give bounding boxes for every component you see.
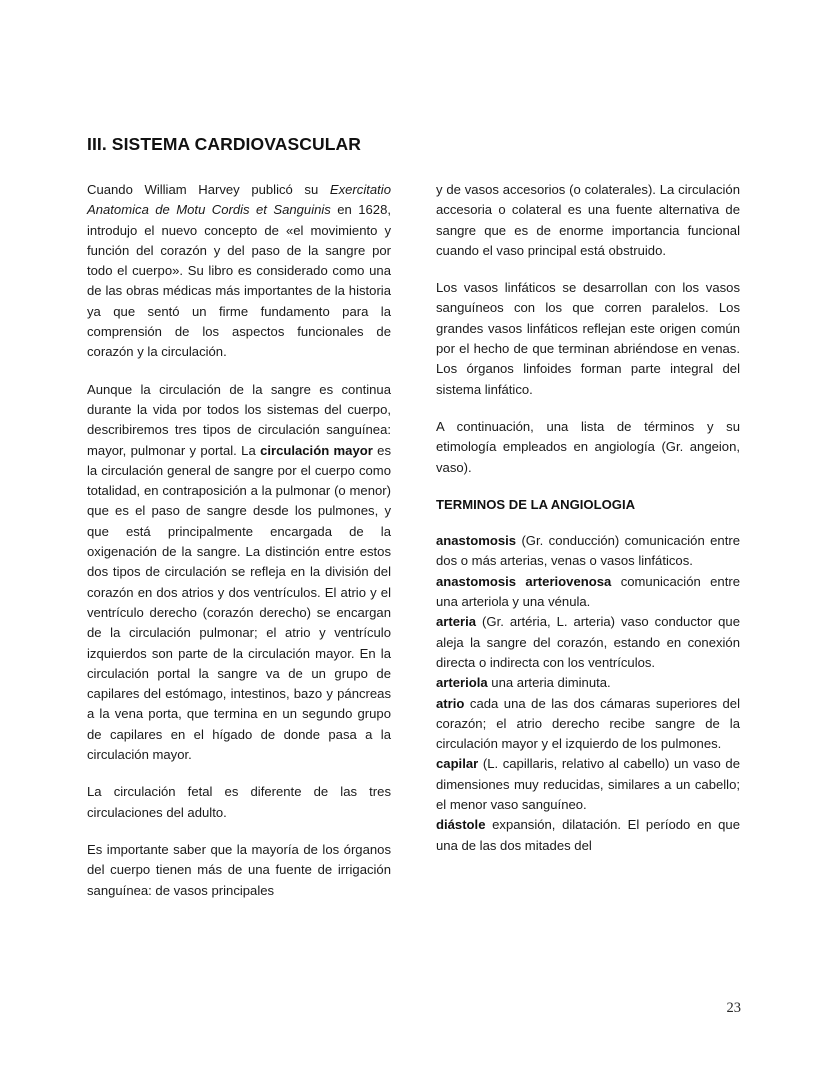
paragraph-terminology-intro: A continuación, una lista de términos y su etimología empleados en angiología (Gr. angeion, vaso). — [436, 418, 740, 475]
paragraph-circulation-types — [87, 380, 391, 766]
glossary-term: arteria — [436, 614, 477, 630]
glossary-term: diástole — [436, 817, 486, 833]
glossary-term: anastomosis arteriovenosa — [436, 573, 612, 589]
glossary-definition: una arteria diminuta. — [487, 675, 611, 691]
glossary-list — [436, 531, 740, 856]
paragraph-lymphatic-vessels: Los vasos linfáticos se desarrollan con los vasos sanguíneos con los que corren paralelos. Los grandes vasos linfáticos reflejan este origen común por el hecho de que terminan abriéndose en venas. Los órganos linfoides forman parte integral del sistema linfático. — [436, 280, 740, 397]
glossary-term: anastomosis — [436, 533, 517, 549]
glossary-definition: expansión, dilatación. El período en que una de las dos mitades del — [436, 817, 740, 853]
paragraph-organ-irrigation: Es importante saber que la mayoría de los órganos del cuerpo tienen más de una fuente de irrigación sanguínea: de vasos principales — [87, 841, 391, 898]
glossary-term: capilar — [436, 756, 479, 772]
term-circulacion-mayor: circulación mayor — [260, 442, 373, 458]
glossary-definition: (L. capillaris, relativo al cabello) un vaso de dimensiones muy reducidas, similares a un cabello; el menor vaso sanguíneo. — [436, 756, 740, 813]
glossary-definition: (Gr. artéria, L. arteria) vaso conductor que aleja la sangre del corazón, estando en conexión directa o indirecta con los ventrículos. — [436, 614, 740, 670]
paragraph-circulation-part1: Aunque la circulación de la sangre es continua durante la vida por todos los sistemas del cuerpo, describiremos tres tipos de circulación sanguínea: mayor, pulmonar y portal. La — [87, 381, 391, 458]
left-column — [87, 180, 391, 901]
book-title-italic: Exercitatio Anatomica de Motu Cordis et Sanguinis — [87, 182, 391, 218]
glossary-entry — [436, 754, 740, 815]
glossary-entry — [436, 694, 740, 755]
page-title: III. SISTEMA CARDIOVASCULAR — [87, 133, 361, 154]
paragraph-harvey — [87, 180, 391, 363]
paragraph-accessory-vessels: y de vasos accesorios (o colaterales). La circulación accesoria o colateral es una fuente alternativa de sangre que es de enorme importancia funcional cuando el vaso principal está obstruido. — [436, 182, 740, 258]
paragraph-harvey-part1: Cuando William Harvey publicó su — [87, 182, 330, 197]
paragraph-harvey-part2: en 1628, introdujo el nuevo concepto de «el movimiento y función del corazón y del paso de la sangre por todo el cuerpo». Su libro es considerado como una de las obras médicas más importantes de la historia ya que sentó un firme fundamento para la comprensión de los aspectos funcionales de corazón y la circulación. — [87, 202, 391, 360]
glossary-entry — [436, 612, 740, 673]
right-column — [436, 180, 740, 856]
glossary-definition: (Gr. conducción) comunicación entre dos o más arterias, venas o vasos linfáticos. — [436, 533, 740, 569]
section-heading-angiologia: TERMINOS DE LA ANGIOLOGIA — [436, 496, 636, 512]
glossary-entry — [436, 815, 740, 856]
glossary-term: arteriola — [436, 675, 488, 691]
glossary-definition: comunicación entre una arteriola y una vénula. — [436, 573, 740, 610]
glossary-entry — [436, 673, 740, 693]
glossary-definition: cada una de las dos cámaras superiores del corazón; el atrio derecho recibe sangre de la circulación mayor y el izquierdo de los pulmones. — [436, 695, 740, 752]
glossary-entry — [436, 531, 740, 572]
glossary-entry — [436, 572, 740, 613]
paragraph-fetal-circulation: La circulación fetal es diferente de las tres circulaciones del adulto. — [87, 784, 391, 820]
page-number: 23 — [726, 1000, 741, 1016]
paragraph-circulation-part2: es la circulación general de sangre por el cuerpo como totalidad, en contraposición a la pulmonar (o menor) que es el paso de sangre desde los pulmones, y que está principalmente encargada de la oxigenación de la sangre. La distinción entre estos dos tipos de circulación se refleja en la división del corazón en dos atrios y dos ventrículos. El atrio y el ventrículo derecho (corazón derecho) se encargan de la circulación pulmonar; el atrio y ventrículo izquierdos son parte de la circulación mayor. En la circulación portal la sangre va de un grupo de capilares del estómago, intestinos, bazo y páncreas a la vena porta, que termina en un segundo grupo de capilares en el hígado de donde pasa a la circulación mayor. — [87, 442, 392, 763]
glossary-term: atrio — [436, 695, 465, 711]
